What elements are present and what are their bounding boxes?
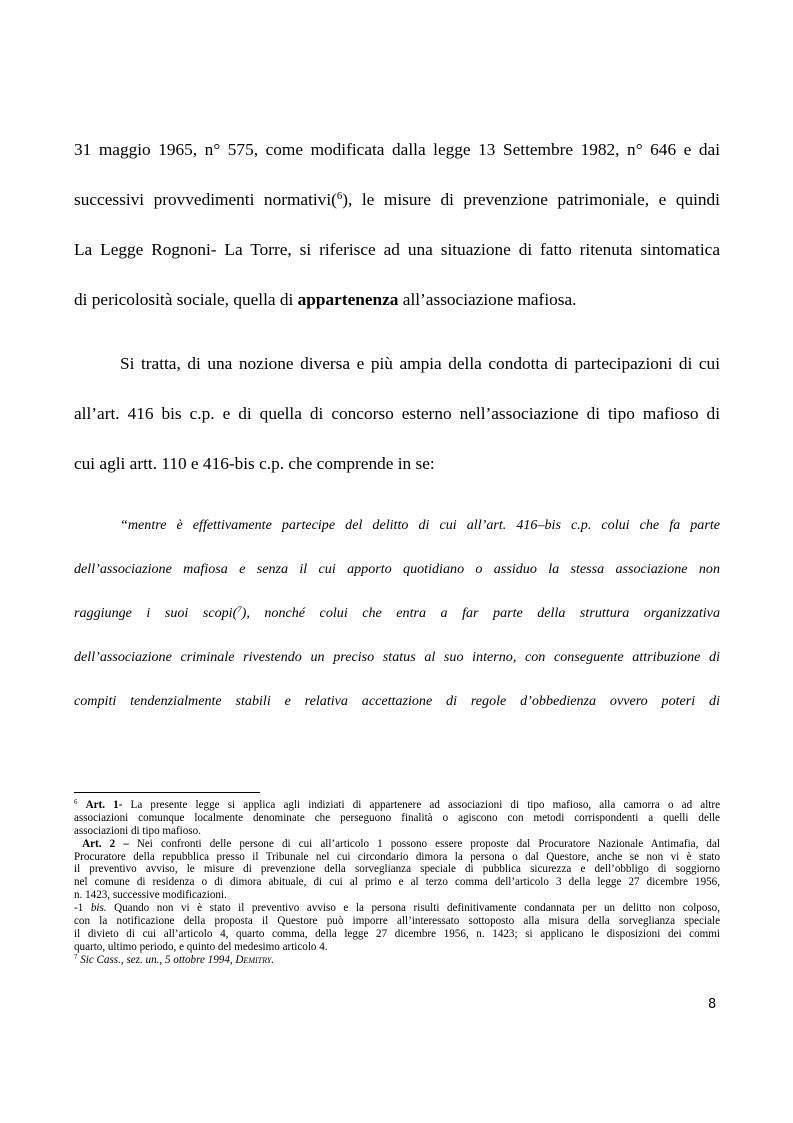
text-line: Si tratta, di una nozione diversa e più ampia della condotta di partecipazioni di cui [120, 354, 720, 373]
footnote-line: n. 1423, successive modificazioni. [74, 889, 227, 902]
quote-line: dell’associazione mafiosa e senza il cui apporto quotidiano o assiduo la stessa associazione non [74, 561, 720, 577]
footnote-line: -1 bis. Quando non vi è stato il preventivo avviso e la persona risulti definitivamente condannata per un delitto non colposo, [74, 902, 721, 915]
footnote-line: quarto, ultimo periodo, e quinto del medesimo articolo 4. [74, 940, 328, 953]
footnote-marker-7: 7 [74, 953, 78, 961]
paragraph-1 [74, 137, 720, 312]
text-line: di pericolosità sociale, quella di appartenenza all’associazione mafiosa. [74, 290, 577, 309]
text-line: 31 maggio 1965, n° 575, come modificata dalla legge 13 Settembre 1982, n° 646 e dai [74, 140, 720, 159]
footnote-line: nel comune di residenza o di dimora abituale, di cui al primo e al terzo comma dell’articolo 3 della legge 27 dicembre 1956, [74, 876, 720, 889]
case-name: Demitry [235, 953, 272, 966]
page-number: 8 [708, 997, 717, 1012]
footnote-line: associazioni comunque localmente denominate che perseguono finalità o agiscono con metodi corrispondenti a quelli delle [74, 811, 720, 824]
bold-term: appartenenza [297, 290, 399, 309]
quotation [74, 514, 720, 712]
footnote-line: Art. 2 – Nei confronti delle persone di cui all’articolo 1 possono essere proposte dal Procuratore Nazionale Antimafia, dal [82, 837, 720, 850]
text-line: La Legge Rognoni- La Torre, si riferisce ad una situazione di fatto ritenuta sintomatica [74, 240, 720, 259]
text-line: successivi provvedimenti normativi($^6$), le misure di prevenzione patrimoniale, e quindi [74, 190, 720, 209]
footnote-6-line: $^6$ Art. 1- La presente legge si applica agli indiziati di appartenere ad associazioni di tipo mafioso, alla camorra o ad altre [74, 799, 720, 811]
footnote-line: il preventivo avviso, le misure di prevenzione della sorveglianza speciale di pubblica sicurezza e dell’obbligo di soggiorno [74, 863, 720, 876]
footnote-line: con la notificazione della proposta il Questore può imporre all’interessato sottoposto alla misura della sorveglianza speciale [74, 915, 720, 928]
paragraph-2 [74, 351, 720, 476]
footnote-marker-6: 6 [74, 799, 78, 807]
quote-line: “mentre è effettivamente partecipe del delitto di cui all’art. 416–bis c.p. colui che fa parte [120, 517, 720, 533]
quote-line: dell’associazione criminale rivestendo un preciso status al suo interno, con conseguente attribuzione di [74, 649, 720, 665]
footnote-line: Procuratore della repubblica presso il Tribunale nel cui circondario dimora la persona o dal Questore, anche se non vi è stato [74, 850, 720, 863]
footnotes [74, 799, 720, 967]
quote-line: compiti tendenzialmente stabili e relativa accettazione di regole d’obbedienza ovvero poteri di [74, 693, 720, 709]
text-line: all’art. 416 bis c.p. e di quella di concorso esterno nell’associazione di tipo mafioso di [74, 404, 720, 423]
footnote-separator [74, 792, 260, 793]
footnote-ref-7[interactable]: 7 [237, 604, 242, 615]
footnote-line: associazioni di tipo mafioso. [74, 824, 201, 837]
text-line: cui agli artt. 110 e 416-bis c.p. che comprende in se: [74, 454, 435, 473]
footnote-line: il divieto di cui all’articolo 4, quarto comma, della legge 27 dicembre 1956, n. 1423; si applicano le disposizioni dei commi [74, 927, 720, 940]
quote-line: raggiunge i suoi scopi($^7$), nonché colui che entra a far parte della struttura organizzativa [74, 604, 720, 621]
footnote-ref-6[interactable]: 6 [336, 190, 343, 203]
footnote-7-line: $^7$ Sic Cass., sez. un., 5 ottobre 1994, Demitry. [74, 953, 275, 966]
